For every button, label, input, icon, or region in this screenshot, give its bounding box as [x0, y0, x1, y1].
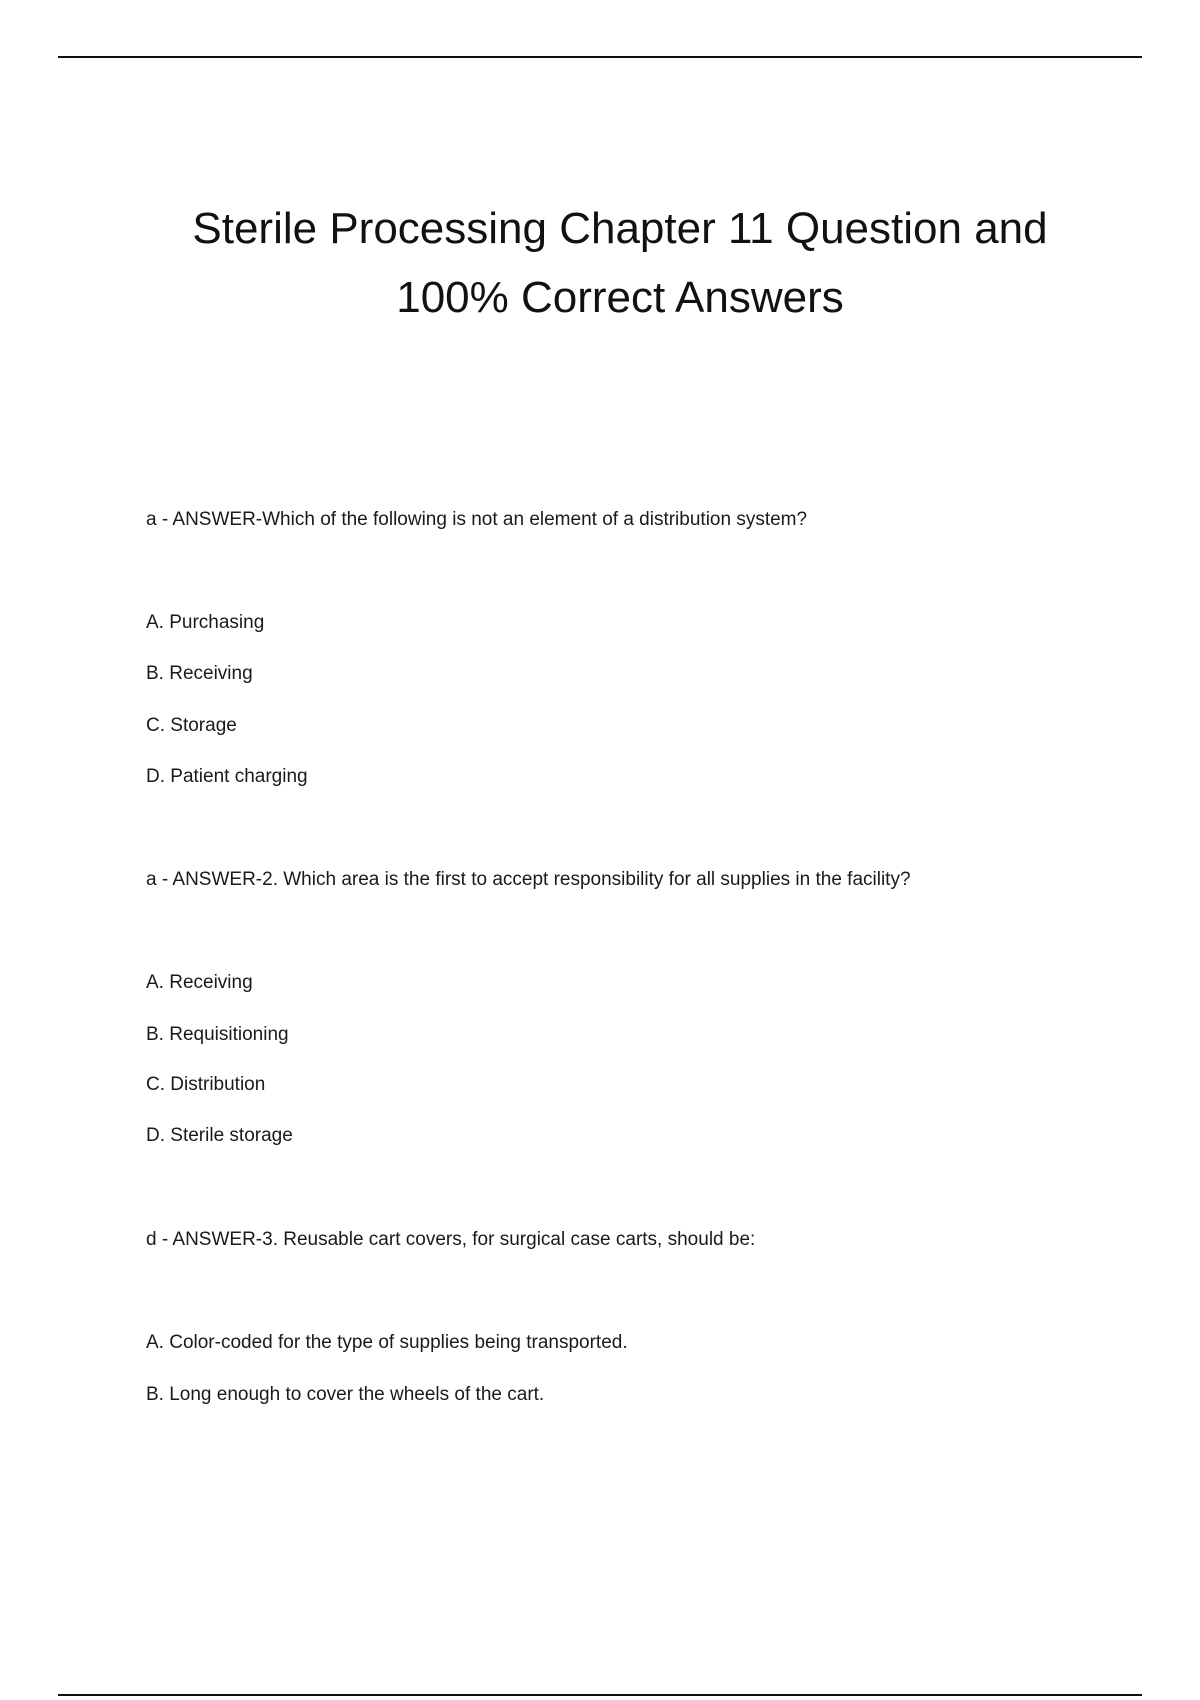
question-2-option-d: D. Sterile storage [146, 1125, 293, 1146]
question-1-text: a - ANSWER-Which of the following is not an element of a distribution system? [146, 509, 808, 530]
bottom-rule [58, 1694, 1142, 1696]
question-1-option-a: A. Purchasing [146, 612, 265, 633]
question-2-option-a: A. Receiving [146, 972, 253, 993]
title-line-1: Sterile Processing Chapter 11 Question and [192, 204, 1048, 253]
question-2-text: a - ANSWER-2. Which area is the first to accept responsibility for all supplies in the facility? [146, 869, 911, 890]
document-title [100, 194, 1140, 332]
question-3-option-b: B. Long enough to cover the wheels of the cart. [146, 1384, 545, 1405]
question-1-option-c: C. Storage [146, 715, 237, 736]
question-2-option-b: B. Requisitioning [146, 1024, 289, 1045]
question-1-option-b: B. Receiving [146, 663, 253, 684]
question-3-option-a: A. Color-coded for the type of supplies being transported. [146, 1332, 628, 1353]
question-2-option-c: C. Distribution [146, 1074, 266, 1095]
title-line-2: 100% Correct Answers [396, 273, 844, 322]
question-3-text: d - ANSWER-3. Reusable cart covers, for surgical case carts, should be: [146, 1229, 756, 1250]
question-1-option-d: D. Patient charging [146, 766, 308, 787]
top-rule [58, 56, 1142, 58]
